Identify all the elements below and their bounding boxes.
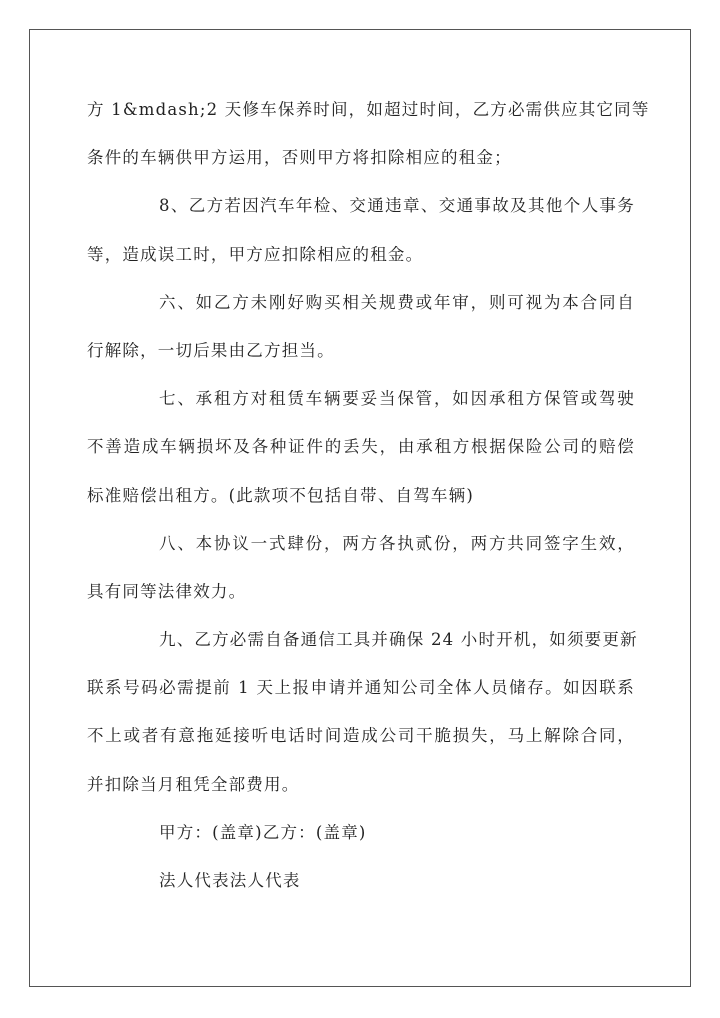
paragraph-clause-8: 8、乙方若因汽车年检、交通违章、交通事故及其他个人事务 xyxy=(159,196,635,216)
text-line: 等，造成误工时，甲方应扣除相应的租金。 xyxy=(87,244,424,264)
text-line: 条件的车辆供甲方运用，否则甲方将扣除相应的租金； xyxy=(87,148,512,168)
document-body xyxy=(87,92,650,911)
text-line: 不善造成车辆损坏及各种证件的丢失，由承租方根据保险公司的赔偿 xyxy=(87,437,635,457)
signature-representative-line: 法人代表法人代表 xyxy=(159,871,301,890)
text-line: 不上或者有意拖延接听电话时间造成公司干脆损失，马上解除合同， xyxy=(87,726,635,746)
paragraph-clause-9: 九、乙方必需自备通信工具并确保 24 小时开机，如须要更新 xyxy=(159,630,638,650)
paragraph-clause-6: 六、如乙方未刚好购买相关规费或年审，则可视为本合同自 xyxy=(159,292,635,312)
signature-seal-line: 甲方：(盖章)乙方：(盖章) xyxy=(159,822,367,842)
text-line: 标准赔偿出租方。(此款项不包括自带、自驾车辆) xyxy=(87,485,474,505)
text-line: 并扣除当月租凭全部费用。 xyxy=(87,774,300,794)
text-line: 具有同等法律效力。 xyxy=(87,581,247,601)
paragraph-clause-7: 七、承租方对租赁车辆要妥当保管，如因承租方保管或驾驶 xyxy=(159,389,635,409)
paragraph-clause-8b: 八、本协议一式肆份，两方各执贰份，两方共同签字生效， xyxy=(159,533,635,553)
text-line: 行解除，一切后果由乙方担当。 xyxy=(87,340,335,360)
text-line: 方 1&mdash;2 天修车保养时间，如超过时间，乙方必需供应其它同等 xyxy=(87,100,650,119)
text-line: 联系号码必需提前 1 天上报申请并通知公司全体人员储存。如因联系 xyxy=(87,678,635,698)
